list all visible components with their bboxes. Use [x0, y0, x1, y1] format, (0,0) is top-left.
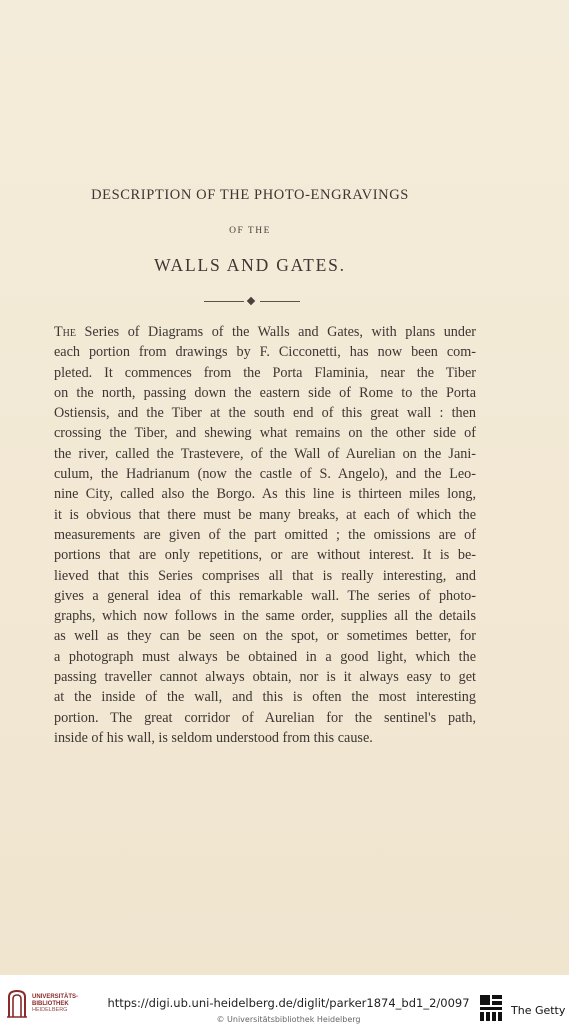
library-name-line1: UNIVERSITÄTS- [32, 994, 79, 1000]
copyright-notice: © Universitätsbibliothek Heidelberg [216, 1015, 361, 1024]
ornament-rule-left [204, 301, 244, 302]
body-line: as well as they can be seen on the spot, or sometimes better, for [54, 628, 476, 645]
body-line: at the inside of the wall, and this is often the most interesting [54, 689, 476, 706]
library-name-line3: HEIDELBERG [32, 1007, 68, 1013]
body-line: passing traveller cannot always obtain, nor is it always easy to get [54, 669, 476, 686]
body-line: Ostiensis, and the Tiber at the south end of this great wall : then [54, 405, 476, 422]
body-line: nine City, called also the Borgo. As this line is thirteen miles long, [54, 486, 476, 503]
body-line: graphs, which now follows in the same order, supplies all the details [54, 608, 476, 625]
body-line: a photograph must always be obtained in a good light, which the [54, 648, 476, 665]
body-first-word: The [54, 324, 76, 340]
diamond-ornament-icon [204, 297, 300, 307]
body-line: culum, the Hadrianum (now the castle of S. Angelo), and the Leo- [54, 466, 476, 483]
page-heading-line1: DESCRIPTION OF THE PHOTO-ENGRAVINGS [91, 187, 409, 203]
body-line: portions that are only repetitions, or are without interest. It is be- [54, 547, 476, 564]
body-paragraph [54, 322, 476, 748]
body-line: measurements are given of the part omitted ; the omissions are of [54, 526, 476, 543]
viewer-footer [0, 975, 569, 1028]
body-line: gives a general idea of this remarkable wall. The series of photo- [54, 587, 476, 604]
ornament-rule-right [260, 301, 300, 302]
body-line: it is obvious that there must be many breaks, at each of which the [54, 506, 476, 523]
body-line: crossing the Tiber, and shewing what remains on the other side of [54, 425, 476, 442]
body-line: pleted. It commences from the Porta Flaminia, near the Tiber [54, 364, 476, 381]
body-line: on the north, passing down the eastern side of Rome to the Porta [54, 384, 476, 401]
body-line: each portion from drawings by F. Cicconetti, has now been com- [54, 344, 476, 361]
body-line: portion. The great corridor of Aurelian for the sentinel's path, [54, 709, 476, 726]
library-name-line2: BIBLIOTHEK [32, 1000, 69, 1007]
getty-logo-icon[interactable] [479, 994, 503, 1022]
page-heading-title: WALLS AND GATES. [154, 255, 346, 275]
body-line: the river, called the Trastevere, of the Wall of Aurelian on the Jani- [54, 445, 476, 462]
body-line: lieved that this Series comprises all that is really interesting, and [54, 567, 476, 584]
permalink-url[interactable]: https://digi.ub.uni-heidelberg.de/diglit/parker1874_bd1_2/0097 [107, 996, 470, 1010]
ornament-diamond [247, 297, 255, 305]
page-heading-line2: OF THE [229, 226, 271, 236]
getty-label[interactable]: The Getty [511, 1004, 566, 1017]
body-line: inside of his wall, is seldom understood from this cause. [54, 729, 373, 746]
body-line: The Series of Diagrams of the Walls and Gates, with plans under [54, 324, 476, 340]
